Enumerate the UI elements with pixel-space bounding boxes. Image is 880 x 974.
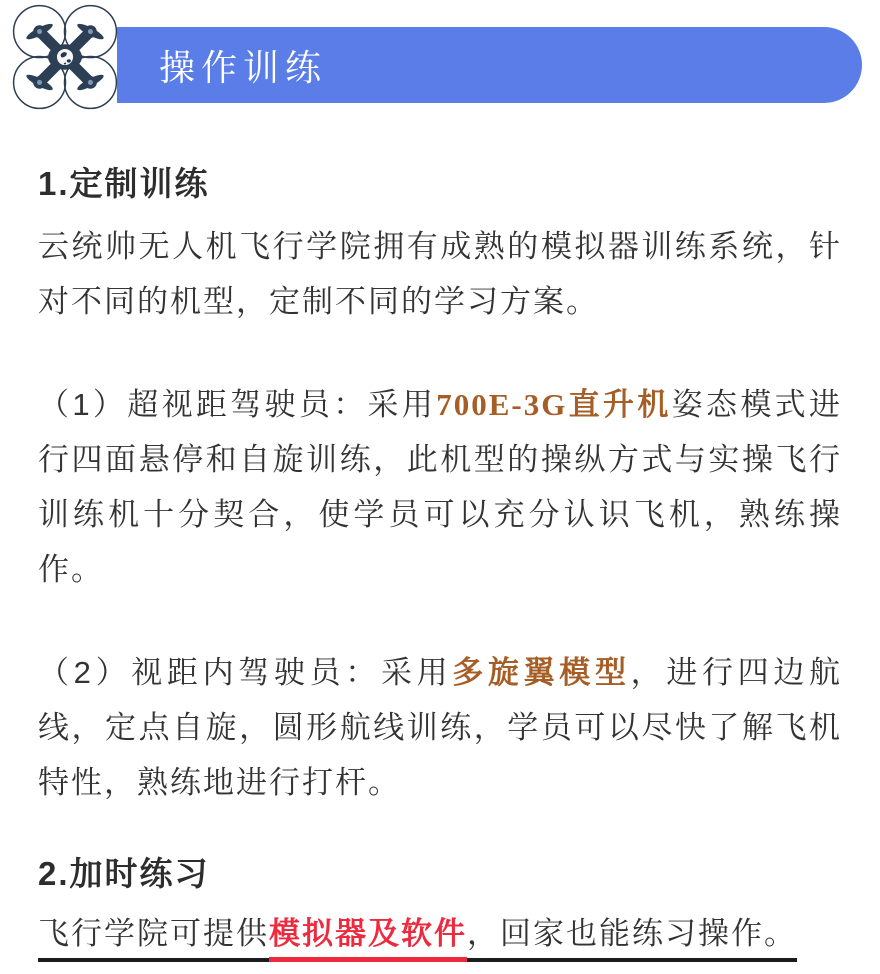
item-2-highlight: 多旋翼模型 (452, 655, 631, 690)
training-item-2 (38, 645, 842, 810)
item-2-pre-text: （2）视距内驾驶员：采用 (38, 655, 453, 690)
practice-post-text: ，回家也能练习操作。 (467, 916, 797, 962)
section-1-heading: 1.定制训练 (38, 165, 210, 202)
practice-pre-text: 飞行学院可提供 (38, 916, 269, 962)
page-header (0, 0, 880, 120)
section-title-banner (117, 27, 862, 103)
section-2-heading: 2.加时练习 (38, 855, 210, 892)
item-1-model-name: 直升机 (567, 387, 672, 422)
intro-text: 云统帅无人机飞行学院拥有成熟的模拟器训练系统，针对不同的机型，定制不同的学习方案。 (38, 229, 842, 319)
page-title: 操作训练 (159, 46, 328, 88)
item-2-post-text: ，进行四边航线，定点自旋，圆形航线训练，学员可以尽快了解飞机特性，熟练地进行打杆。 (38, 655, 843, 800)
practice-highlight: 模拟器及软件 (269, 916, 467, 962)
practice-line (38, 906, 842, 961)
training-item-1 (38, 377, 842, 597)
drone-logo-icon (12, 4, 118, 110)
item-1-post-text: 姿态模式进行四面悬停和自旋训练，此机型的操纵方式与实操飞行训练机十分契合，使学员可以充分认识飞机，熟练操作。 (38, 387, 842, 587)
item-1-model-code: 700E-3G (436, 387, 568, 422)
section-1-intro (38, 219, 842, 329)
article-body (0, 164, 880, 961)
item-1-pre-text: （1）超视距驾驶员：采用 (38, 387, 437, 422)
